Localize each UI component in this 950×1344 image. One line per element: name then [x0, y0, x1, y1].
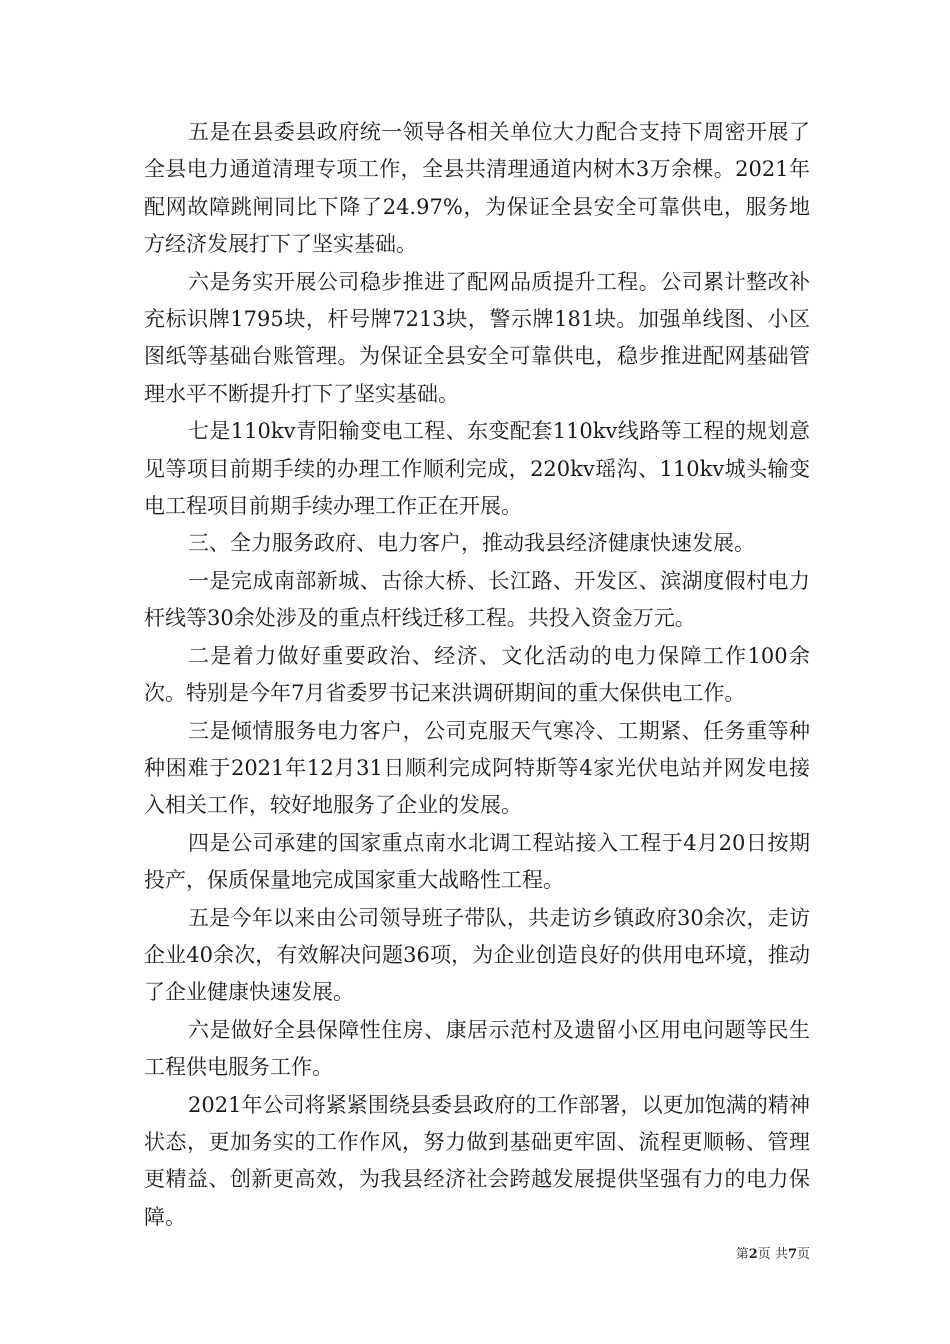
- page-number-footer: [736, 1243, 810, 1262]
- paragraph: 二是着力做好重要政治、经济、文化活动的电力保障工作100余次。特别是今年7月省委罗书记来洪调研期间的重大保供电工作。: [144, 643, 810, 706]
- total-pages-number: 7: [787, 1247, 797, 1262]
- paragraph: 六是务实开展公司稳步推进了配网品质提升工程。公司累计整改补充标识牌1795块，杆号牌7213块，警示牌181块。加强单线图、小区图纸等基础台账管理。为保证全县安全可靠供电，稳步推进配网基础管理水平不断提升打下了坚实基础。: [144, 269, 810, 406]
- footer-prefix: 第: [735, 1247, 749, 1262]
- paragraph: 五是在县委县政府统一领导各相关单位大力配合支持下周密开展了全县电力通道清理专项工作，全县共清理通道内树木3万余棵。2021年配网故障跳闸同比下降了24.97%，为保证全县安全可靠供电，服务地方经济发展打下了坚实基础。: [144, 120, 810, 257]
- footer-middle: 页 共: [757, 1247, 788, 1262]
- footer-suffix: 页: [796, 1247, 810, 1262]
- current-page-number: 2: [748, 1247, 758, 1262]
- paragraph: 七是110kv青阳输变电工程、东变配套110kv线路等工程的规划意见等项目前期手续的办理工作顺利完成，220kv瑶沟、110kv城头输变电工程项目前期手续办理工作正在开展。: [144, 419, 810, 519]
- paragraph: 四是公司承建的国家重点南水北调工程站接入工程于4月20日按期投产，保质保量地完成国家重大战略性工程。: [144, 830, 810, 893]
- document-body: [144, 114, 810, 1236]
- paragraph: 六是做好全县保障性住房、康居示范村及遗留小区用电问题等民生工程供电服务工作。: [144, 1017, 810, 1080]
- paragraph: 五是今年以来由公司领导班子带队，共走访乡镇政府30余次，走访企业40余次，有效解决问题36项，为企业创造良好的供用电环境，推动了企业健康快速发展。: [144, 905, 810, 1005]
- section-heading: 三、全力服务政府、电力客户，推动我县经济健康快速发展。: [188, 531, 755, 556]
- paragraph: 三是倾情服务电力客户，公司克服天气寒冷、工期紧、任务重等种种困难于2021年12月31日顺利完成阿特斯等4家光伏电站并网发电接入相关工作，较好地服务了企业的发展。: [144, 718, 810, 818]
- paragraph: 2021年公司将紧紧围绕县委县政府的工作部署，以更加饱满的精神状态，更加务实的工作作风，努力做到基础更牢固、流程更顺畅、管理更精益、创新更高效，为我县经济社会跨越发展提供坚强有力的电力保障。: [144, 1092, 810, 1229]
- paragraph: 一是完成南部新城、古徐大桥、长江路、开发区、滨湖度假村电力杆线等30余处涉及的重点杆线迁移工程。共投入资金万元。: [144, 568, 810, 631]
